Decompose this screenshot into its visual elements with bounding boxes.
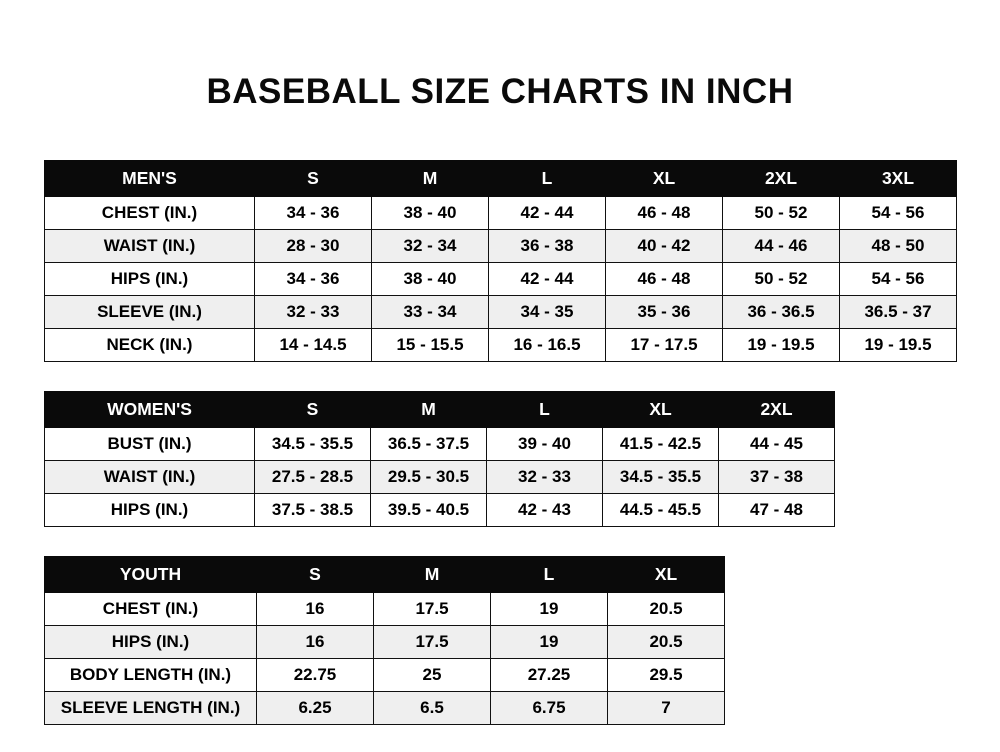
womens-header-category: WOMEN'S: [45, 392, 255, 428]
table-header-row: [45, 392, 835, 428]
mens-header-m: M: [372, 161, 489, 197]
size-tables-container: [0, 160, 1000, 725]
mens-row-label-waist: WAIST (IN.): [45, 230, 255, 263]
mens-hips-m: 38 - 40: [372, 263, 489, 296]
youth-sleeve-length-l: 6.75: [491, 692, 608, 725]
womens-hips-s: 37.5 - 38.5: [255, 494, 371, 527]
womens-size-table-block: [44, 391, 956, 527]
mens-neck-s: 14 - 14.5: [255, 329, 372, 362]
womens-waist-xl: 34.5 - 35.5: [603, 461, 719, 494]
mens-chest-s: 34 - 36: [255, 197, 372, 230]
womens-table-header: [45, 392, 835, 428]
womens-waist-2xl: 37 - 38: [719, 461, 835, 494]
mens-sleeve-l: 34 - 35: [489, 296, 606, 329]
womens-waist-l: 32 - 33: [487, 461, 603, 494]
womens-bust-m: 36.5 - 37.5: [371, 428, 487, 461]
womens-bust-xl: 41.5 - 42.5: [603, 428, 719, 461]
mens-chest-l: 42 - 44: [489, 197, 606, 230]
mens-hips-xl: 46 - 48: [606, 263, 723, 296]
mens-waist-3xl: 48 - 50: [840, 230, 957, 263]
mens-sleeve-s: 32 - 33: [255, 296, 372, 329]
youth-chest-m: 17.5: [374, 593, 491, 626]
table-row: [45, 197, 957, 230]
womens-row-label-waist: WAIST (IN.): [45, 461, 255, 494]
mens-row-label-hips: HIPS (IN.): [45, 263, 255, 296]
youth-header-m: M: [374, 557, 491, 593]
table-row: [45, 230, 957, 263]
mens-header-l: L: [489, 161, 606, 197]
youth-header-xl: XL: [608, 557, 725, 593]
page-title: BASEBALL SIZE CHARTS IN INCH: [206, 72, 794, 111]
mens-chest-m: 38 - 40: [372, 197, 489, 230]
mens-waist-l: 36 - 38: [489, 230, 606, 263]
mens-sleeve-xl: 35 - 36: [606, 296, 723, 329]
mens-waist-2xl: 44 - 46: [723, 230, 840, 263]
youth-chest-xl: 20.5: [608, 593, 725, 626]
mens-table-body: [45, 197, 957, 362]
youth-table-header: [45, 557, 725, 593]
womens-table-body: [45, 428, 835, 527]
womens-bust-2xl: 44 - 45: [719, 428, 835, 461]
womens-header-m: M: [371, 392, 487, 428]
mens-size-table-block: [44, 160, 956, 362]
youth-body-length-m: 25: [374, 659, 491, 692]
youth-size-table-block: [44, 556, 956, 725]
womens-waist-m: 29.5 - 30.5: [371, 461, 487, 494]
mens-neck-3xl: 19 - 19.5: [840, 329, 957, 362]
table-row: [45, 494, 835, 527]
mens-size-table: [44, 160, 957, 362]
table-row: [45, 428, 835, 461]
womens-header-xl: XL: [603, 392, 719, 428]
mens-chest-2xl: 50 - 52: [723, 197, 840, 230]
mens-hips-l: 42 - 44: [489, 263, 606, 296]
mens-header-3xl: 3XL: [840, 161, 957, 197]
mens-sleeve-m: 33 - 34: [372, 296, 489, 329]
mens-hips-3xl: 54 - 56: [840, 263, 957, 296]
mens-neck-l: 16 - 16.5: [489, 329, 606, 362]
mens-header-category: MEN'S: [45, 161, 255, 197]
table-row: [45, 692, 725, 725]
womens-bust-s: 34.5 - 35.5: [255, 428, 371, 461]
youth-row-label-sleeve-length: SLEEVE LENGTH (IN.): [45, 692, 257, 725]
youth-row-label-hips: HIPS (IN.): [45, 626, 257, 659]
mens-hips-s: 34 - 36: [255, 263, 372, 296]
table-header-row: [45, 557, 725, 593]
table-row: [45, 296, 957, 329]
mens-waist-m: 32 - 34: [372, 230, 489, 263]
youth-header-s: S: [257, 557, 374, 593]
youth-size-table: [44, 556, 725, 725]
youth-row-label-body-length: BODY LENGTH (IN.): [45, 659, 257, 692]
table-row: [45, 659, 725, 692]
mens-neck-xl: 17 - 17.5: [606, 329, 723, 362]
mens-waist-s: 28 - 30: [255, 230, 372, 263]
mens-sleeve-3xl: 36.5 - 37: [840, 296, 957, 329]
womens-header-s: S: [255, 392, 371, 428]
mens-header-2xl: 2XL: [723, 161, 840, 197]
youth-sleeve-length-m: 6.5: [374, 692, 491, 725]
womens-hips-m: 39.5 - 40.5: [371, 494, 487, 527]
youth-body-length-s: 22.75: [257, 659, 374, 692]
mens-sleeve-2xl: 36 - 36.5: [723, 296, 840, 329]
table-row: [45, 329, 957, 362]
youth-hips-xl: 20.5: [608, 626, 725, 659]
mens-header-s: S: [255, 161, 372, 197]
youth-chest-l: 19: [491, 593, 608, 626]
youth-body-length-xl: 29.5: [608, 659, 725, 692]
womens-hips-l: 42 - 43: [487, 494, 603, 527]
womens-size-table: [44, 391, 835, 527]
womens-hips-xl: 44.5 - 45.5: [603, 494, 719, 527]
mens-waist-xl: 40 - 42: [606, 230, 723, 263]
youth-hips-m: 17.5: [374, 626, 491, 659]
mens-row-label-chest: CHEST (IN.): [45, 197, 255, 230]
youth-row-label-chest: CHEST (IN.): [45, 593, 257, 626]
womens-row-label-hips: HIPS (IN.): [45, 494, 255, 527]
mens-neck-m: 15 - 15.5: [372, 329, 489, 362]
mens-table-header: [45, 161, 957, 197]
youth-header-l: L: [491, 557, 608, 593]
table-row: [45, 593, 725, 626]
mens-neck-2xl: 19 - 19.5: [723, 329, 840, 362]
womens-header-2xl: 2XL: [719, 392, 835, 428]
youth-sleeve-length-s: 6.25: [257, 692, 374, 725]
youth-body-length-l: 27.25: [491, 659, 608, 692]
womens-waist-s: 27.5 - 28.5: [255, 461, 371, 494]
mens-hips-2xl: 50 - 52: [723, 263, 840, 296]
mens-header-xl: XL: [606, 161, 723, 197]
mens-chest-3xl: 54 - 56: [840, 197, 957, 230]
youth-hips-s: 16: [257, 626, 374, 659]
mens-row-label-neck: NECK (IN.): [45, 329, 255, 362]
womens-hips-2xl: 47 - 48: [719, 494, 835, 527]
youth-sleeve-length-xl: 7: [608, 692, 725, 725]
youth-hips-l: 19: [491, 626, 608, 659]
mens-chest-xl: 46 - 48: [606, 197, 723, 230]
youth-header-category: YOUTH: [45, 557, 257, 593]
table-row: [45, 461, 835, 494]
youth-table-body: [45, 593, 725, 725]
table-row: [45, 626, 725, 659]
table-header-row: [45, 161, 957, 197]
womens-header-l: L: [487, 392, 603, 428]
mens-row-label-sleeve: SLEEVE (IN.): [45, 296, 255, 329]
womens-row-label-bust: BUST (IN.): [45, 428, 255, 461]
table-row: [45, 263, 957, 296]
youth-chest-s: 16: [257, 593, 374, 626]
womens-bust-l: 39 - 40: [487, 428, 603, 461]
